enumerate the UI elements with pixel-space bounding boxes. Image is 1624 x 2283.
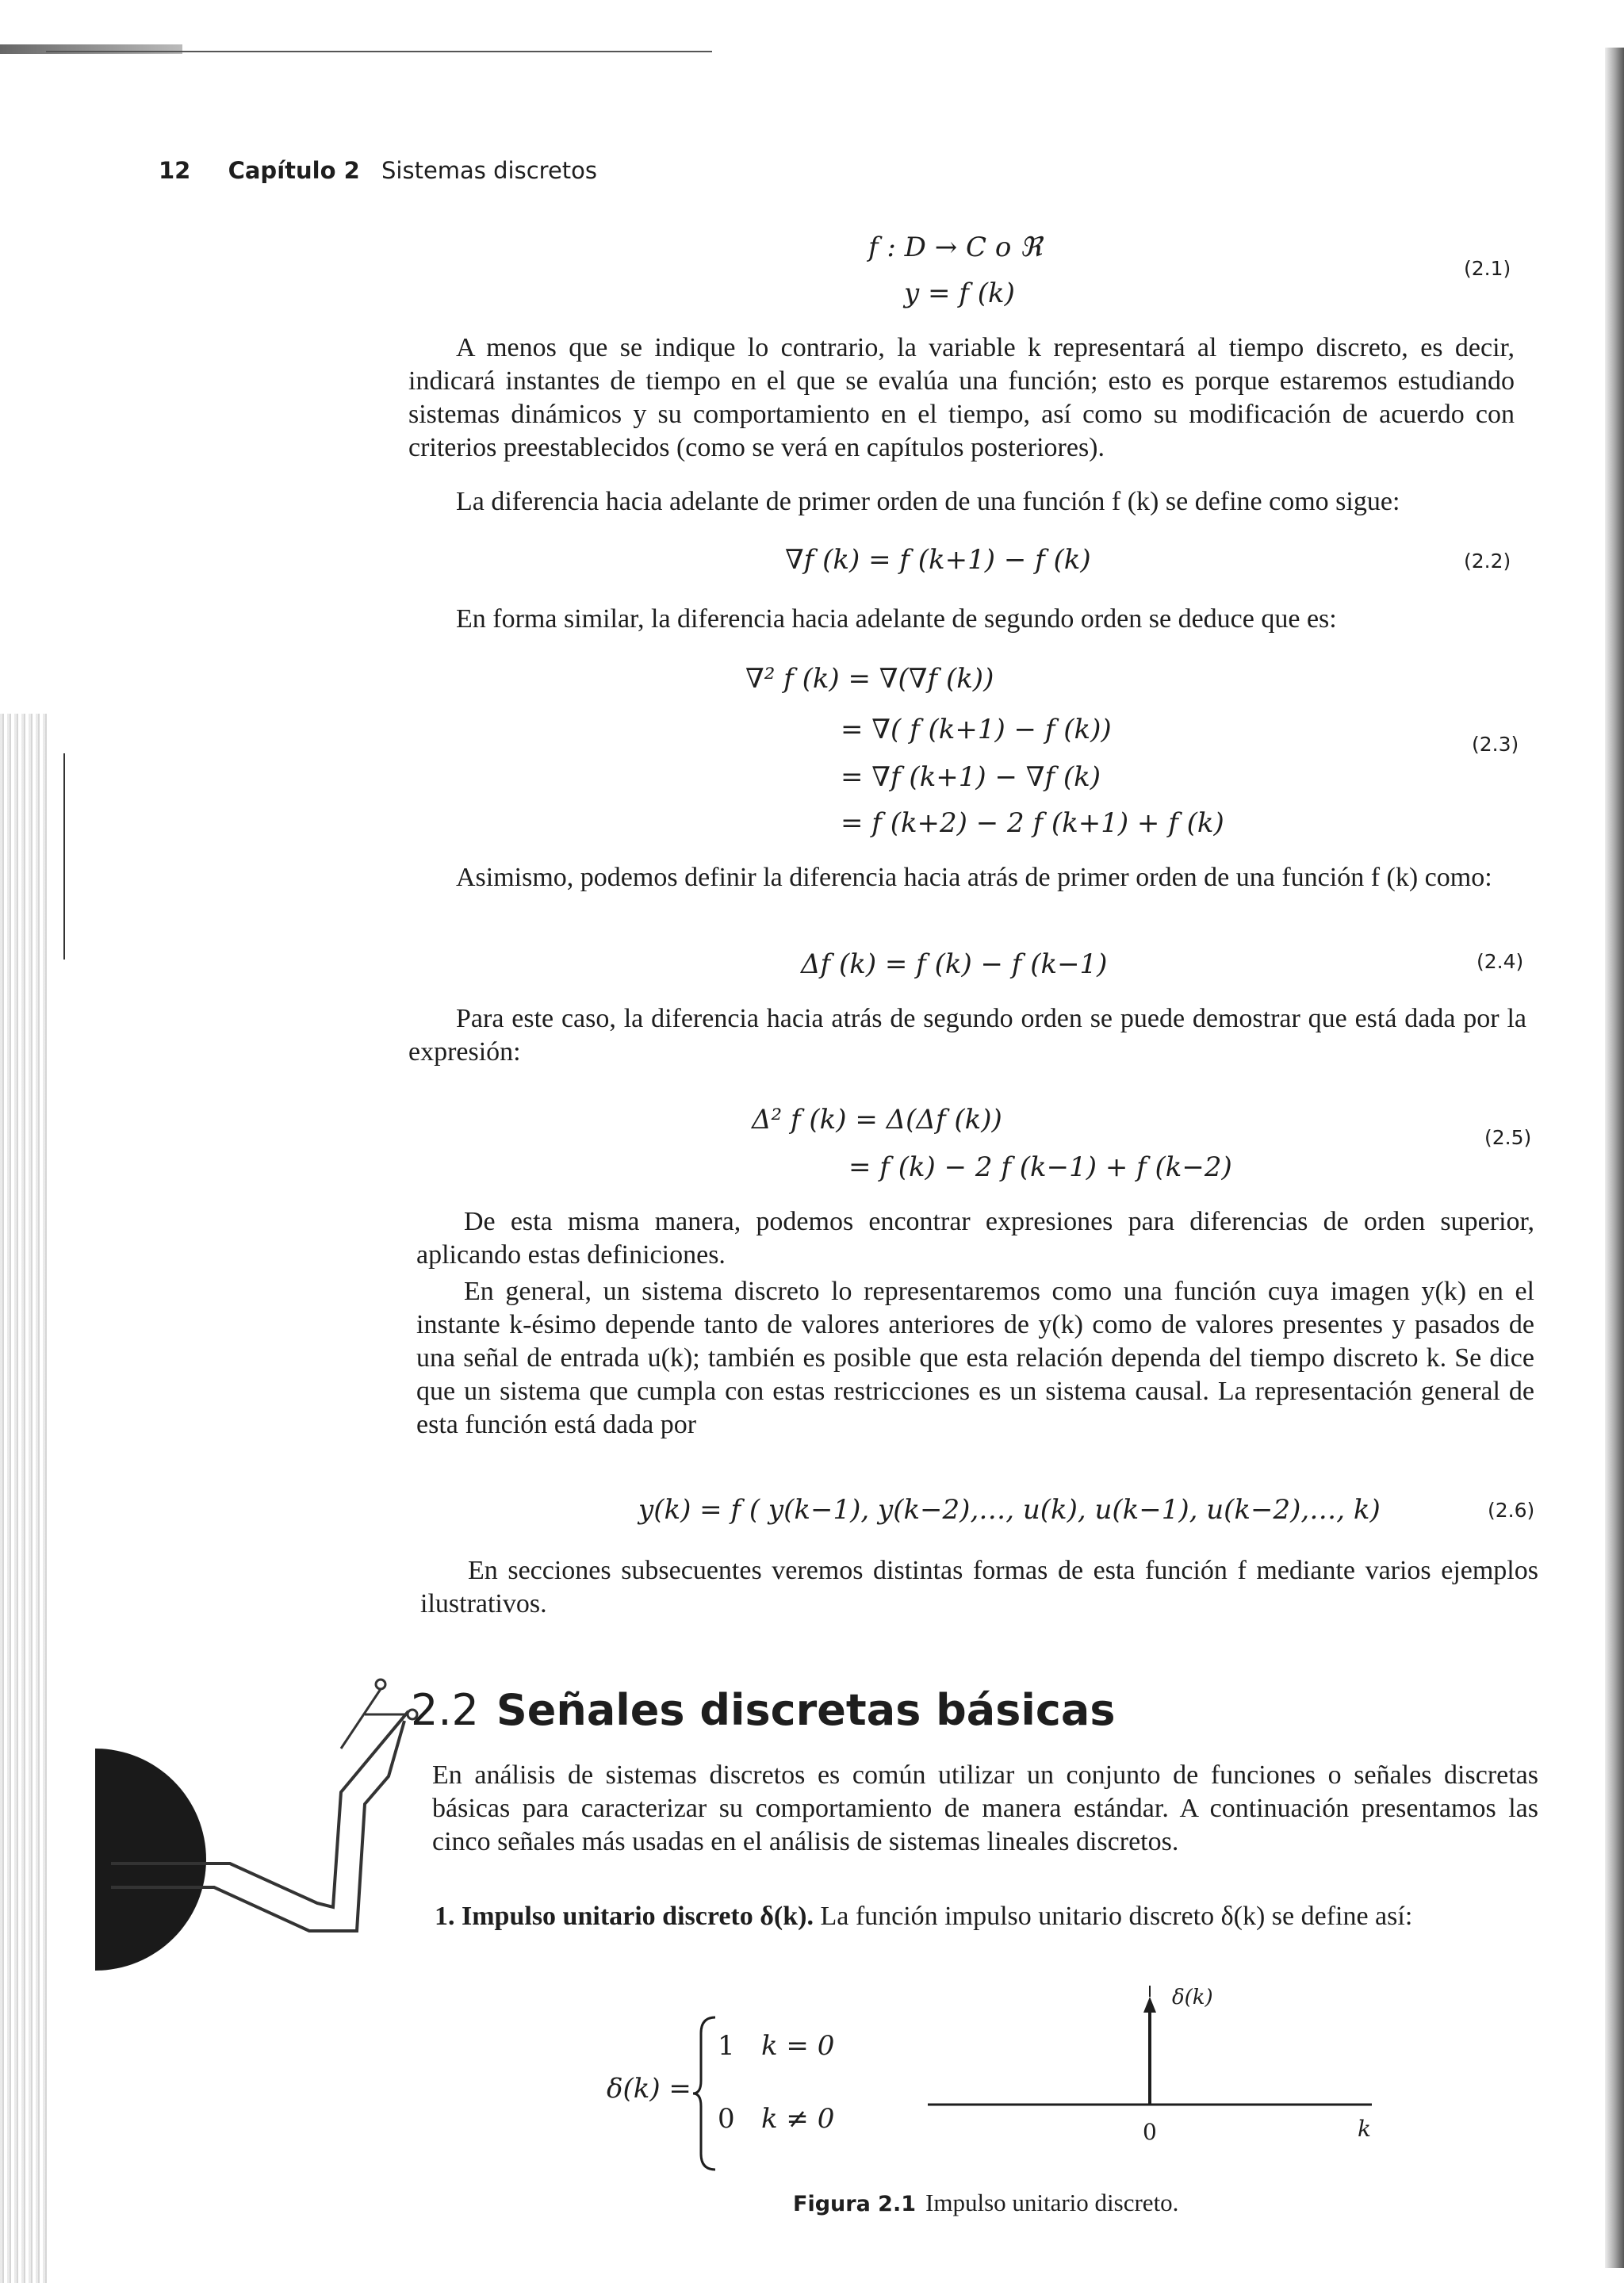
figure-caption-label: Figura 2.1 xyxy=(793,2192,917,2216)
list-item-impulse xyxy=(435,1902,1412,1932)
equation-2-4: Δf (k) = f (k) − f (k−1) xyxy=(801,948,1108,980)
equation-2-1-line1: f : D → C o ℜ xyxy=(868,232,1042,263)
header-rule xyxy=(46,51,712,52)
margin-line xyxy=(63,753,65,960)
equation-number-2-4: (2.4) xyxy=(1477,950,1524,973)
equation-2-3-line4: = f (k+2) − 2 f (k+1) + f (k) xyxy=(841,807,1224,839)
equation-2-3-line1: ∇² f (k) = ∇(∇f (k)) xyxy=(745,663,994,695)
scan-edge-right xyxy=(1605,48,1624,2268)
figure-x-label: k xyxy=(1358,2116,1371,2142)
chapter-label: Capítulo 2 xyxy=(228,157,360,184)
half-disc-ornament xyxy=(95,1749,206,1971)
item-1-text: La función impulso unitario discreto δ(k) se define así: xyxy=(820,1902,1413,1931)
impulse-definition-lhs: δ(k) = xyxy=(607,2073,691,2105)
case-2-value: 0 xyxy=(718,2103,735,2135)
equation-2-3-line3: = ∇f (k+1) − ∇f (k) xyxy=(841,761,1101,793)
section-number: 2.2 xyxy=(411,1685,479,1735)
equation-2-5-line2: = f (k) − 2 f (k−1) + f (k−2) xyxy=(848,1151,1232,1183)
case-2-condition: k ≠ 0 xyxy=(761,2103,835,2135)
equation-2-3-line2: = ∇( f (k+1) − f (k)) xyxy=(841,714,1112,745)
paragraph-4: Asimismo, podemos definir la diferencia hacia atrás de primer orden de una función f (k) como: xyxy=(456,863,1492,892)
running-header xyxy=(159,157,597,184)
equation-2-6: y(k) = f ( y(k−1), y(k−2),…, u(k), u(k−1), u(k−2),…, k) xyxy=(638,1494,1381,1526)
equation-number-2-6: (2.6) xyxy=(1488,1499,1535,1522)
paragraph-1: A menos que se indique lo contrario, la variable k representará al tiempo discreto, es decir, indicará instantes de tiempo en el que se evalúa una función; esto es porque estaremos estudiando sistemas dinámicos y su comportamiento en el tiempo, así como su modificación de acuerdo con criterios preestablecidos (como se verá en capítulos posteriores). xyxy=(408,333,1515,462)
equation-number-2-3: (2.3) xyxy=(1472,733,1519,756)
equation-number-2-2: (2.2) xyxy=(1464,550,1511,573)
paragraph-5: Para este caso, la diferencia hacia atrás de segundo orden se puede demostrar que está dada por la expresión: xyxy=(408,1004,1526,1067)
paragraph-3: En forma similar, la diferencia hacia adelante de segundo orden se deduce que es: xyxy=(456,604,1337,634)
chapter-title: Sistemas discretos xyxy=(381,157,598,184)
case-1-condition: k = 0 xyxy=(761,2030,835,2062)
page-number: 12 xyxy=(159,157,191,184)
paragraph-6: De esta misma manera, podemos encontrar expresiones para diferencias de orden superior, aplicando estas definiciones. xyxy=(416,1207,1534,1270)
equation-number-2-5: (2.5) xyxy=(1484,1126,1532,1149)
figure-caption-text: Impulso unitario discreto. xyxy=(925,2189,1179,2216)
figure-x-tick: 0 xyxy=(1143,2119,1157,2145)
section-heading xyxy=(411,1685,1115,1735)
scan-edge-top xyxy=(0,44,182,54)
item-1-label: 1. Impulso unitario discreto δ(k). xyxy=(435,1902,814,1931)
equation-2-5-line1: Δ² f (k) = Δ(Δf (k)) xyxy=(752,1104,1002,1136)
section-title: Señales discretas básicas xyxy=(496,1685,1116,1735)
curly-brace xyxy=(690,2014,722,2173)
case-1-value: 1 xyxy=(718,2030,735,2062)
paragraph-2: La diferencia hacia adelante de primer orden de una función f (k) se define como sigue: xyxy=(456,487,1400,516)
scan-edge-left xyxy=(0,714,48,2283)
paragraph-9: En análisis de sistemas discretos es común utilizar un conjunto de funciones o señales discretas básicas para caracterizar su comportamiento de manera estándar. A continuación presentamos las cinco señales más usadas en el análisis de sistemas lineales discretos. xyxy=(432,1760,1538,1856)
equation-number-2-1: (2.1) xyxy=(1464,257,1511,280)
figure-caption xyxy=(793,2189,1178,2217)
paragraph-7: En general, un sistema discreto lo representaremos como una función cuya imagen y(k) en el instante k-ésimo depende tanto de valores anteriores de y(k) como de valores presentes y pasados de una señal de entrada u(k); también es posible que esta relación dependa del tiempo discreto k. Se dice que un sistema que cumpla con estas restricciones es un sistema causal. La representación general de esta función está dada por xyxy=(416,1277,1534,1439)
section-decoration xyxy=(79,1665,428,1998)
impulse-arrowhead xyxy=(1143,1997,1156,2013)
figure-y-label: δ(k) xyxy=(1172,1986,1213,2009)
paragraph-8: En secciones subsecuentes veremos distintas formas de esta función f mediante varios ejemplos ilustrativos. xyxy=(420,1556,1538,1618)
equation-2-2: ∇f (k) = f (k+1) − f (k) xyxy=(785,544,1091,576)
equation-2-1-line2: y = f (k) xyxy=(904,278,1015,309)
